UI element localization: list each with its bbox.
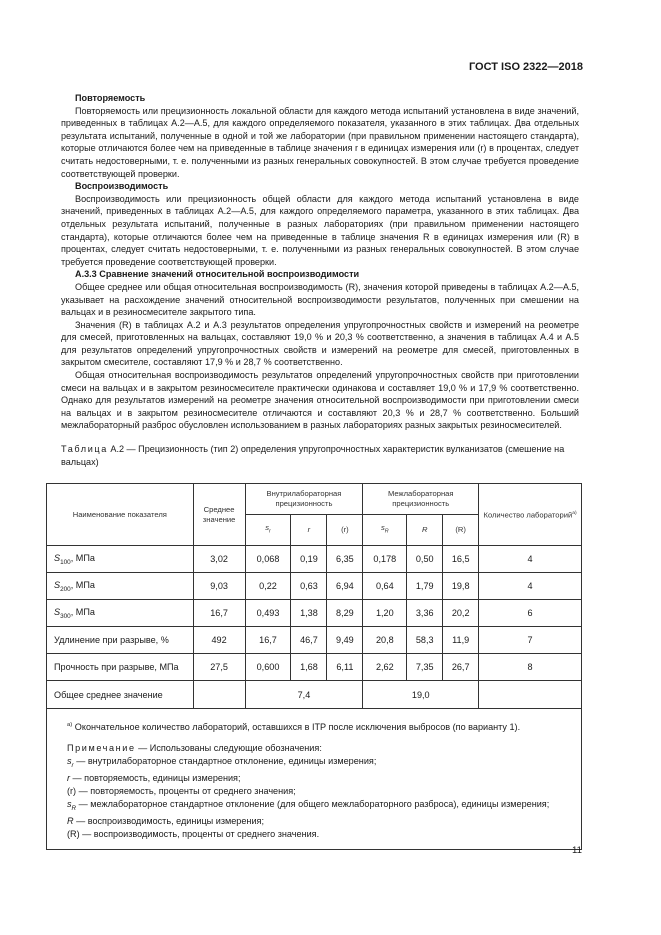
footnote: $^{а)}$ Окончательное количество лабораторий, оставшихся в ITP после исключения выбросов (по варианту 1). [67, 722, 521, 733]
note-r-pct: (r) — повторяемость, проценты от среднего значения; [67, 785, 296, 796]
cell-mean: 16,7 [193, 600, 245, 627]
header-labs [479, 484, 582, 546]
table-caption-text: А.2 — Прецизионность (тип 2) определения упругопрочностных характеристик вулканизатов (смешение на вальцах) [61, 444, 565, 467]
cell-r: 0,19 [291, 546, 327, 573]
header-mean: Среднее значение [193, 484, 245, 546]
cell-rp: 9,49 [327, 627, 363, 654]
header-sr: $s_r$ [245, 515, 291, 546]
cell-sr: 16,7 [245, 627, 291, 654]
cell-sR: 0,64 [363, 573, 407, 600]
note-R-pct: (R) — воспроизводимость, проценты от среднего значения. [67, 828, 320, 839]
a33-paragraph-1: Общее среднее или общая относительная воспроизводимость (R), значения которой приведены в таблицах А.2—А.5, указывает на расхождение значений относительной воспроизводимости результатов, полученных при смешении на вальцах и в резиносмесителе закрытого типа. [61, 281, 579, 318]
cell-mean: 9,03 [193, 573, 245, 600]
cell-sr: 0,600 [245, 654, 291, 681]
a33-paragraph-2: Значения (R) в таблицах А.2 и А.3 результатов определения упругопрочностных свойств и измерений на реометре для смесей, приготовленных на вальцах, составляют 19,0 % и 20,3 % соответственно, а значения в таблицах А.4 и А.5 для результатов определений упругопрочностных свойств и измерений на реометре для смесей, приготовленных в закрытом смесителе, составляют 17,9 % и 28,7 % соответственно. [61, 319, 579, 368]
cell-name: $S_{300}$, МПа [47, 600, 194, 627]
cell-Rp: 19,8 [443, 573, 479, 600]
section-a33-title: А.3.3 Сравнение значений относительной воспроизводимости [75, 269, 360, 280]
cell-rp: 6,94 [327, 573, 363, 600]
cell-mean: 492 [193, 627, 245, 654]
cell-sr: 0,068 [245, 546, 291, 573]
cell-sr: 0,493 [245, 600, 291, 627]
cell-r: 0,63 [291, 573, 327, 600]
cell-Rp: 26,7 [443, 654, 479, 681]
header-r-pct: (r) [327, 515, 363, 546]
overall-within: 7,4 [245, 681, 363, 709]
cell-r: 1,38 [291, 600, 327, 627]
header-labs-footnote-mark: а) [572, 510, 577, 516]
table-row [47, 627, 582, 654]
overall-empty [193, 681, 245, 709]
overall-label: Общее среднее значение [47, 681, 194, 709]
header-r: r [291, 515, 327, 546]
cell-R: 3,36 [407, 600, 443, 627]
precision-table [46, 483, 582, 850]
cell-name: $S_{200}$, МПа [47, 573, 194, 600]
note-sR: $s_R$ — межлабораторное стандартное отклонение (для общего межлабораторного разброса), единицы измерения; [67, 798, 550, 812]
cell-sr: 0,22 [245, 573, 291, 600]
note-sr: $s_r$ — внутрилабораторное стандартное отклонение, единицы измерения; [67, 756, 377, 769]
cell-labs: 6 [479, 600, 582, 627]
cell-labs: 4 [479, 546, 582, 573]
cell-mean: 3,02 [193, 546, 245, 573]
header-within-lab: Внутрилабораторная прецизионность [245, 484, 363, 515]
cell-Rp: 11,9 [443, 627, 479, 654]
document-id: ГОСТ ISO 2322—2018 [468, 61, 583, 73]
cell-labs: 7 [479, 627, 582, 654]
cell-name: Прочность при разрыве, МПа [47, 654, 194, 681]
cell-R: 1,79 [407, 573, 443, 600]
reproducibility-title: Воспроизводимость [75, 181, 169, 192]
header-sR: $s_R$ [363, 515, 407, 546]
overall-labs-empty [479, 681, 582, 709]
header-name: Наименование показателя [47, 484, 194, 546]
cell-sR: 1,20 [363, 600, 407, 627]
table-caption [61, 443, 579, 468]
body-text [61, 92, 579, 468]
cell-sR: 20,8 [363, 627, 407, 654]
cell-r: 46,7 [291, 627, 327, 654]
cell-Rp: 20,2 [443, 600, 479, 627]
header-R-pct: (R) [443, 515, 479, 546]
table-caption-word: Таблица [61, 444, 108, 455]
cell-R: 7,35 [407, 654, 443, 681]
a33-paragraph-3: Общая относительная воспроизводимость результатов определений упругопрочностных свойств при приготовлении смеси на вальцах и в закрытом резиносмесителе практически одинакова и составляет 19,0 % и 17,9 % соответственно. Однако для результатов измерений на реометре значения относительной воспроизводимости при приготовлении смеси на вальцах и в закрытом резиносмесителе отличаются и составляют 20,3 % и 28,7 % соответственно. Больший межлабораторный разброс обусловлен использованием в разных лабораториях разных закрытых резиносмесителей. [61, 370, 579, 431]
table-row [47, 654, 582, 681]
cell-sR: 0,178 [363, 546, 407, 573]
cell-rp: 8,29 [327, 600, 363, 627]
header-between-lab: Межлабораторная прецизионность [363, 484, 479, 515]
header-R: R [407, 515, 443, 546]
table-row [47, 600, 582, 627]
cell-name: $S_{100}$, МПа [47, 546, 194, 573]
cell-name: Удлинение при разрыве, % [47, 627, 194, 654]
table-row [47, 573, 582, 600]
page-number: 11 [572, 845, 582, 856]
note-R: R — воспроизводимость, единицы измерения; [67, 815, 264, 826]
overall-between: 19,0 [363, 681, 479, 709]
table-row [47, 546, 582, 573]
note-intro: Примечание — Использованы следующие обозначения: [67, 743, 322, 754]
cell-R: 0,50 [407, 546, 443, 573]
cell-sR: 2,62 [363, 654, 407, 681]
cell-R: 58,3 [407, 627, 443, 654]
cell-Rp: 16,5 [443, 546, 479, 573]
cell-labs: 4 [479, 573, 582, 600]
cell-rp: 6,11 [327, 654, 363, 681]
note-r: r — повторяемость, единицы измерения; [67, 772, 241, 783]
cell-r: 1,68 [291, 654, 327, 681]
cell-rp: 6,35 [327, 546, 363, 573]
cell-labs: 8 [479, 654, 582, 681]
cell-mean: 27,5 [193, 654, 245, 681]
header-labs-text: Количество лабораторий [483, 510, 573, 520]
table-notes [47, 709, 582, 850]
repeatability-title: Повторяемость [75, 93, 146, 103]
reproducibility-paragraph: Воспроизводимость или прецизионность общей области для каждого метода испытаний установлена в виде значений, приведенных в таблицах А.2—А.5, для каждого определяемого параметра, указанного в этих таблицах. Два отдельных результата испытаний, полученные в разных лабораториях (при правильном применении настоящего стандарта), которые отличаются более чем на приведенные в таблице значения R в единицах измерения или (R) в процентах, следует считать недостоверными, т. е. полученными из разных генеральных совокупностей. В этом случае требуется проведение соответствующей проверки. [61, 193, 579, 267]
repeatability-paragraph: Повторяемость или прецизионность локальной области для каждого метода испытаний установлена в виде значений, приведенных в таблицах А.2—А.5, для каждого определяемого показателя, указанного в этих таблицах. Два отдельных результата испытаний, полученные в одной и той же лаборатории (при правильном применении настоящего стандарта), которые отличаются более чем на приведенные в таблице значения r в единицах измерения или (r) в процентах, следует считать недостоверными, т. е. полученными из разных генеральных совокупностей. В этом случае требуется проведение соответствующей проверки. [61, 105, 579, 179]
